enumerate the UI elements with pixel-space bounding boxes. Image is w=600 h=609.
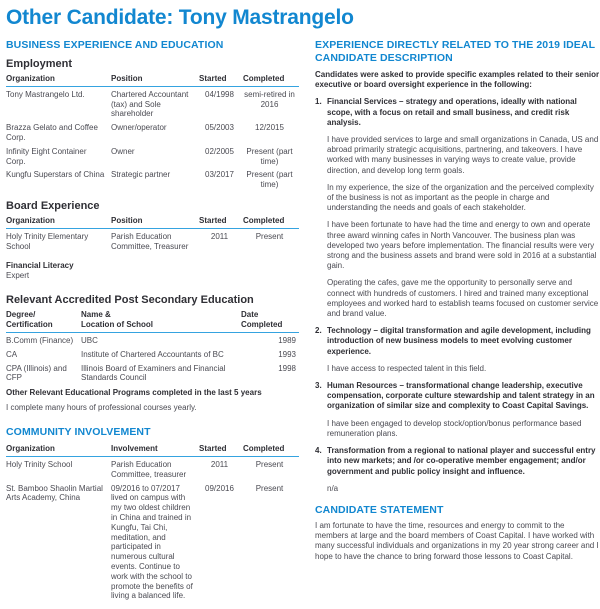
cell-started: 05/2003 (205, 123, 234, 133)
criteria-intro-text: Candidates were asked to provide specific examples related to their senior executive or board oversight experience in the following: (315, 70, 600, 90)
cell-position: Chartered Accountant (tax) and Sole shareholder (111, 89, 189, 119)
two-column-layout (6, 39, 600, 602)
column-header-started: Started (199, 74, 243, 86)
cell-school: Illinois Board of Examiners and Financial Standards Council (81, 363, 226, 383)
cell-date-completed: 1993 (278, 349, 296, 359)
cell-organization: Brazza Gelato and Coffee Corp. (6, 123, 98, 142)
criterion-answer: I have provided services to large and small organizations in Canada, US and abroad primarily strategic acquisitions, partnering, and takeovers. I have worked with many businesses in varying ways to create value, provide direction, and develop long term goals. (327, 135, 599, 175)
criterion-item (315, 446, 600, 494)
criterion-answer: I have been fortunate to have had the time and energy to own and operate three award winning cafes in North Vancouver. The business plan was developed two years before implementation. The financial results were very strong and the business assets and brand were sold in 2016 at a substantial gain. (327, 220, 597, 271)
cell-involvement: Parish Education Committee, treasurer (111, 459, 187, 479)
column-header-degree-line1: Degree/ (6, 310, 36, 320)
table-header-row (6, 74, 299, 86)
cell-started: 09/2016 (205, 483, 234, 493)
criterion-item (315, 326, 600, 374)
column-header-degree (6, 310, 81, 332)
column-header-position: Position (111, 216, 199, 228)
column-header-started: Started (199, 444, 243, 456)
column-header-completed: Completed (243, 74, 299, 86)
table-row (6, 120, 299, 144)
criterion-answer: I have been engaged to develop stock/option/bonus performance based remuneration plans. (327, 418, 582, 438)
cell-organization: St. Bamboo Shaolin Martial Arts Academy, China (6, 483, 103, 503)
column-header-involvement: Involvement (111, 444, 199, 456)
table-row (6, 347, 299, 361)
criteria-list (315, 97, 600, 494)
cell-completed: Present (255, 231, 284, 241)
column-header-school-line1: Name & (81, 310, 111, 320)
column-header-completed: Completed (243, 444, 299, 456)
financial-literacy-value: Expert (6, 271, 30, 281)
column-header-position: Position (111, 74, 199, 86)
column-header-date-completed (241, 310, 299, 332)
section-heading-candidate-statement: CANDIDATE STATEMENT (315, 503, 444, 516)
column-header-started: Started (199, 216, 243, 228)
section-heading-business-experience: BUSINESS EXPERIENCE AND EDUCATION (6, 39, 224, 51)
table-row (6, 144, 299, 168)
cell-school: UBC (81, 335, 98, 345)
table-header-row (6, 310, 299, 332)
column-header-organization: Organization (6, 444, 111, 456)
cell-degree: CA (6, 349, 18, 359)
table-row (6, 481, 299, 603)
cell-organization: Holy Trinity Elementary School (6, 231, 89, 251)
cell-school: Institute of Chartered Accountants of BC (81, 349, 224, 359)
cell-started: 02/2005 (205, 146, 234, 156)
cell-completed: Present (part time) (246, 170, 293, 190)
criterion-answer: I have access to respected talent in this field. (327, 363, 487, 373)
candidate-statement-text: I am fortunate to have the time, resources and energy to commit to the members at large and the board members of Coast Capital. I have worked with many successful individuals and organizations in my 20 year strong career and I hope to have the chance to bring forward those lessons to Coast Capital. (315, 520, 599, 561)
column-header-date-line1: Date (241, 310, 259, 320)
table-row (6, 456, 299, 480)
section-heading-experience-related: EXPERIENCE DIRECTLY RELATED TO THE 2019 IDEAL CANDIDATE DESCRIPTION (315, 39, 595, 64)
cell-position: Strategic partner (111, 170, 171, 180)
board-experience-table (6, 216, 299, 252)
criterion-answer: n/a (327, 483, 339, 493)
criterion-title: Financial Services – strategy and operations, ideally with national scope, with a focus on retail and small business, and credit risk analysis. (327, 97, 577, 127)
cell-completed: semi-retired in 2016 (244, 89, 295, 109)
criterion-item (315, 381, 600, 439)
column-header-organization: Organization (6, 74, 111, 86)
criterion-item (315, 97, 600, 319)
table-header-row (6, 444, 299, 456)
cell-organization: Kungfu Superstars of China (6, 170, 105, 180)
right-column (315, 39, 600, 562)
subsection-heading-board-experience: Board Experience (6, 199, 100, 212)
cell-position: Owner (111, 146, 135, 156)
financial-literacy-block (6, 261, 299, 281)
community-involvement-table (6, 444, 299, 602)
cell-completed: 12/2015 (255, 123, 284, 133)
subsection-heading-employment: Employment (6, 58, 73, 70)
financial-literacy-label: Financial Literacy (6, 261, 74, 271)
column-header-completed: Completed (243, 216, 299, 228)
cell-degree: CPA (Illinois) and CFP (6, 363, 67, 383)
criterion-answer: In my experience, the size of the organization and the perceived complexity of the business is not as important as the people in charge and understanding the needs and goals of each stakeholder. (327, 182, 594, 213)
left-column (6, 39, 299, 602)
criterion-title: Transformation from a regional to national player and successful entry into new markets; and /or co-operative member engagement; and/or government and public policy insight and influence. (327, 446, 596, 476)
criterion-answer: Operating the cafes, gave me the opportunity to personally serve and connect with hundreds of customers. I hired and trained many exceptional employees and worked hard to establish teams focused on customer service and brand value. (327, 278, 599, 319)
cell-organization: Infinity Eight Container Corp. (6, 146, 87, 166)
other-programs-block (6, 388, 299, 413)
section-heading-community-involvement: COMMUNITY INVOLVEMENT (6, 426, 151, 439)
cell-organization: Tony Mastrangelo Ltd. (6, 89, 85, 99)
cell-organization: Holy Trinity School (6, 459, 73, 469)
page-title: Other Candidate: Tony Mastrangelo (6, 6, 354, 29)
table-row (6, 86, 299, 120)
criterion-title: Technology – digital transformation and agile development, including introduction of new business models to meet evolving customer experience. (327, 326, 591, 356)
cell-position: Owner/operator (111, 123, 167, 133)
cell-completed: Present (255, 483, 284, 493)
cell-completed: Present (part time) (246, 146, 293, 166)
cell-involvement: 09/2016 to 07/2017 lived on campus with my two oldest children in China and trained in Kungfu, Tai Chi, meditation, and participated in numerous cultural events. Continue to work with the school to promote the benefits of living a balanced life. (111, 483, 193, 601)
other-programs-label: Other Relevant Educational Programs completed in the last 5 years (6, 388, 262, 398)
cell-started: 04/1998 (205, 89, 234, 99)
cell-started: 03/2017 (205, 170, 234, 180)
column-header-organization: Organization (6, 216, 111, 228)
education-table (6, 310, 299, 384)
other-programs-value: I complete many hours of professional courses yearly. (6, 403, 197, 413)
column-header-degree-line2: Certification (6, 320, 53, 330)
column-header-school (81, 310, 241, 332)
cell-position: Parish Education Committee, Treasurer (111, 231, 189, 251)
cell-started: 2011 (210, 231, 229, 241)
table-row (6, 167, 299, 191)
table-header-row (6, 216, 299, 228)
table-row (6, 228, 299, 252)
employment-table (6, 74, 299, 191)
cell-started: 2011 (210, 459, 229, 469)
table-row (6, 361, 299, 385)
criterion-title: Human Resources – transformational change leadership, executive compensation, corporate culture stewardship and talent strategy in an organization of similar size and complexity to Coast Capital Savings. (327, 381, 595, 411)
cell-date-completed: 1989 (278, 335, 296, 345)
cell-date-completed: 1998 (278, 363, 296, 373)
cell-completed: Present (255, 459, 284, 469)
cell-degree: B.Comm (Finance) (6, 335, 74, 345)
column-header-date-line2: Completed (241, 320, 283, 330)
subsection-heading-education: Relevant Accredited Post Secondary Education (6, 294, 254, 307)
table-row (6, 332, 299, 346)
column-header-school-line2: Location of School (81, 320, 153, 330)
